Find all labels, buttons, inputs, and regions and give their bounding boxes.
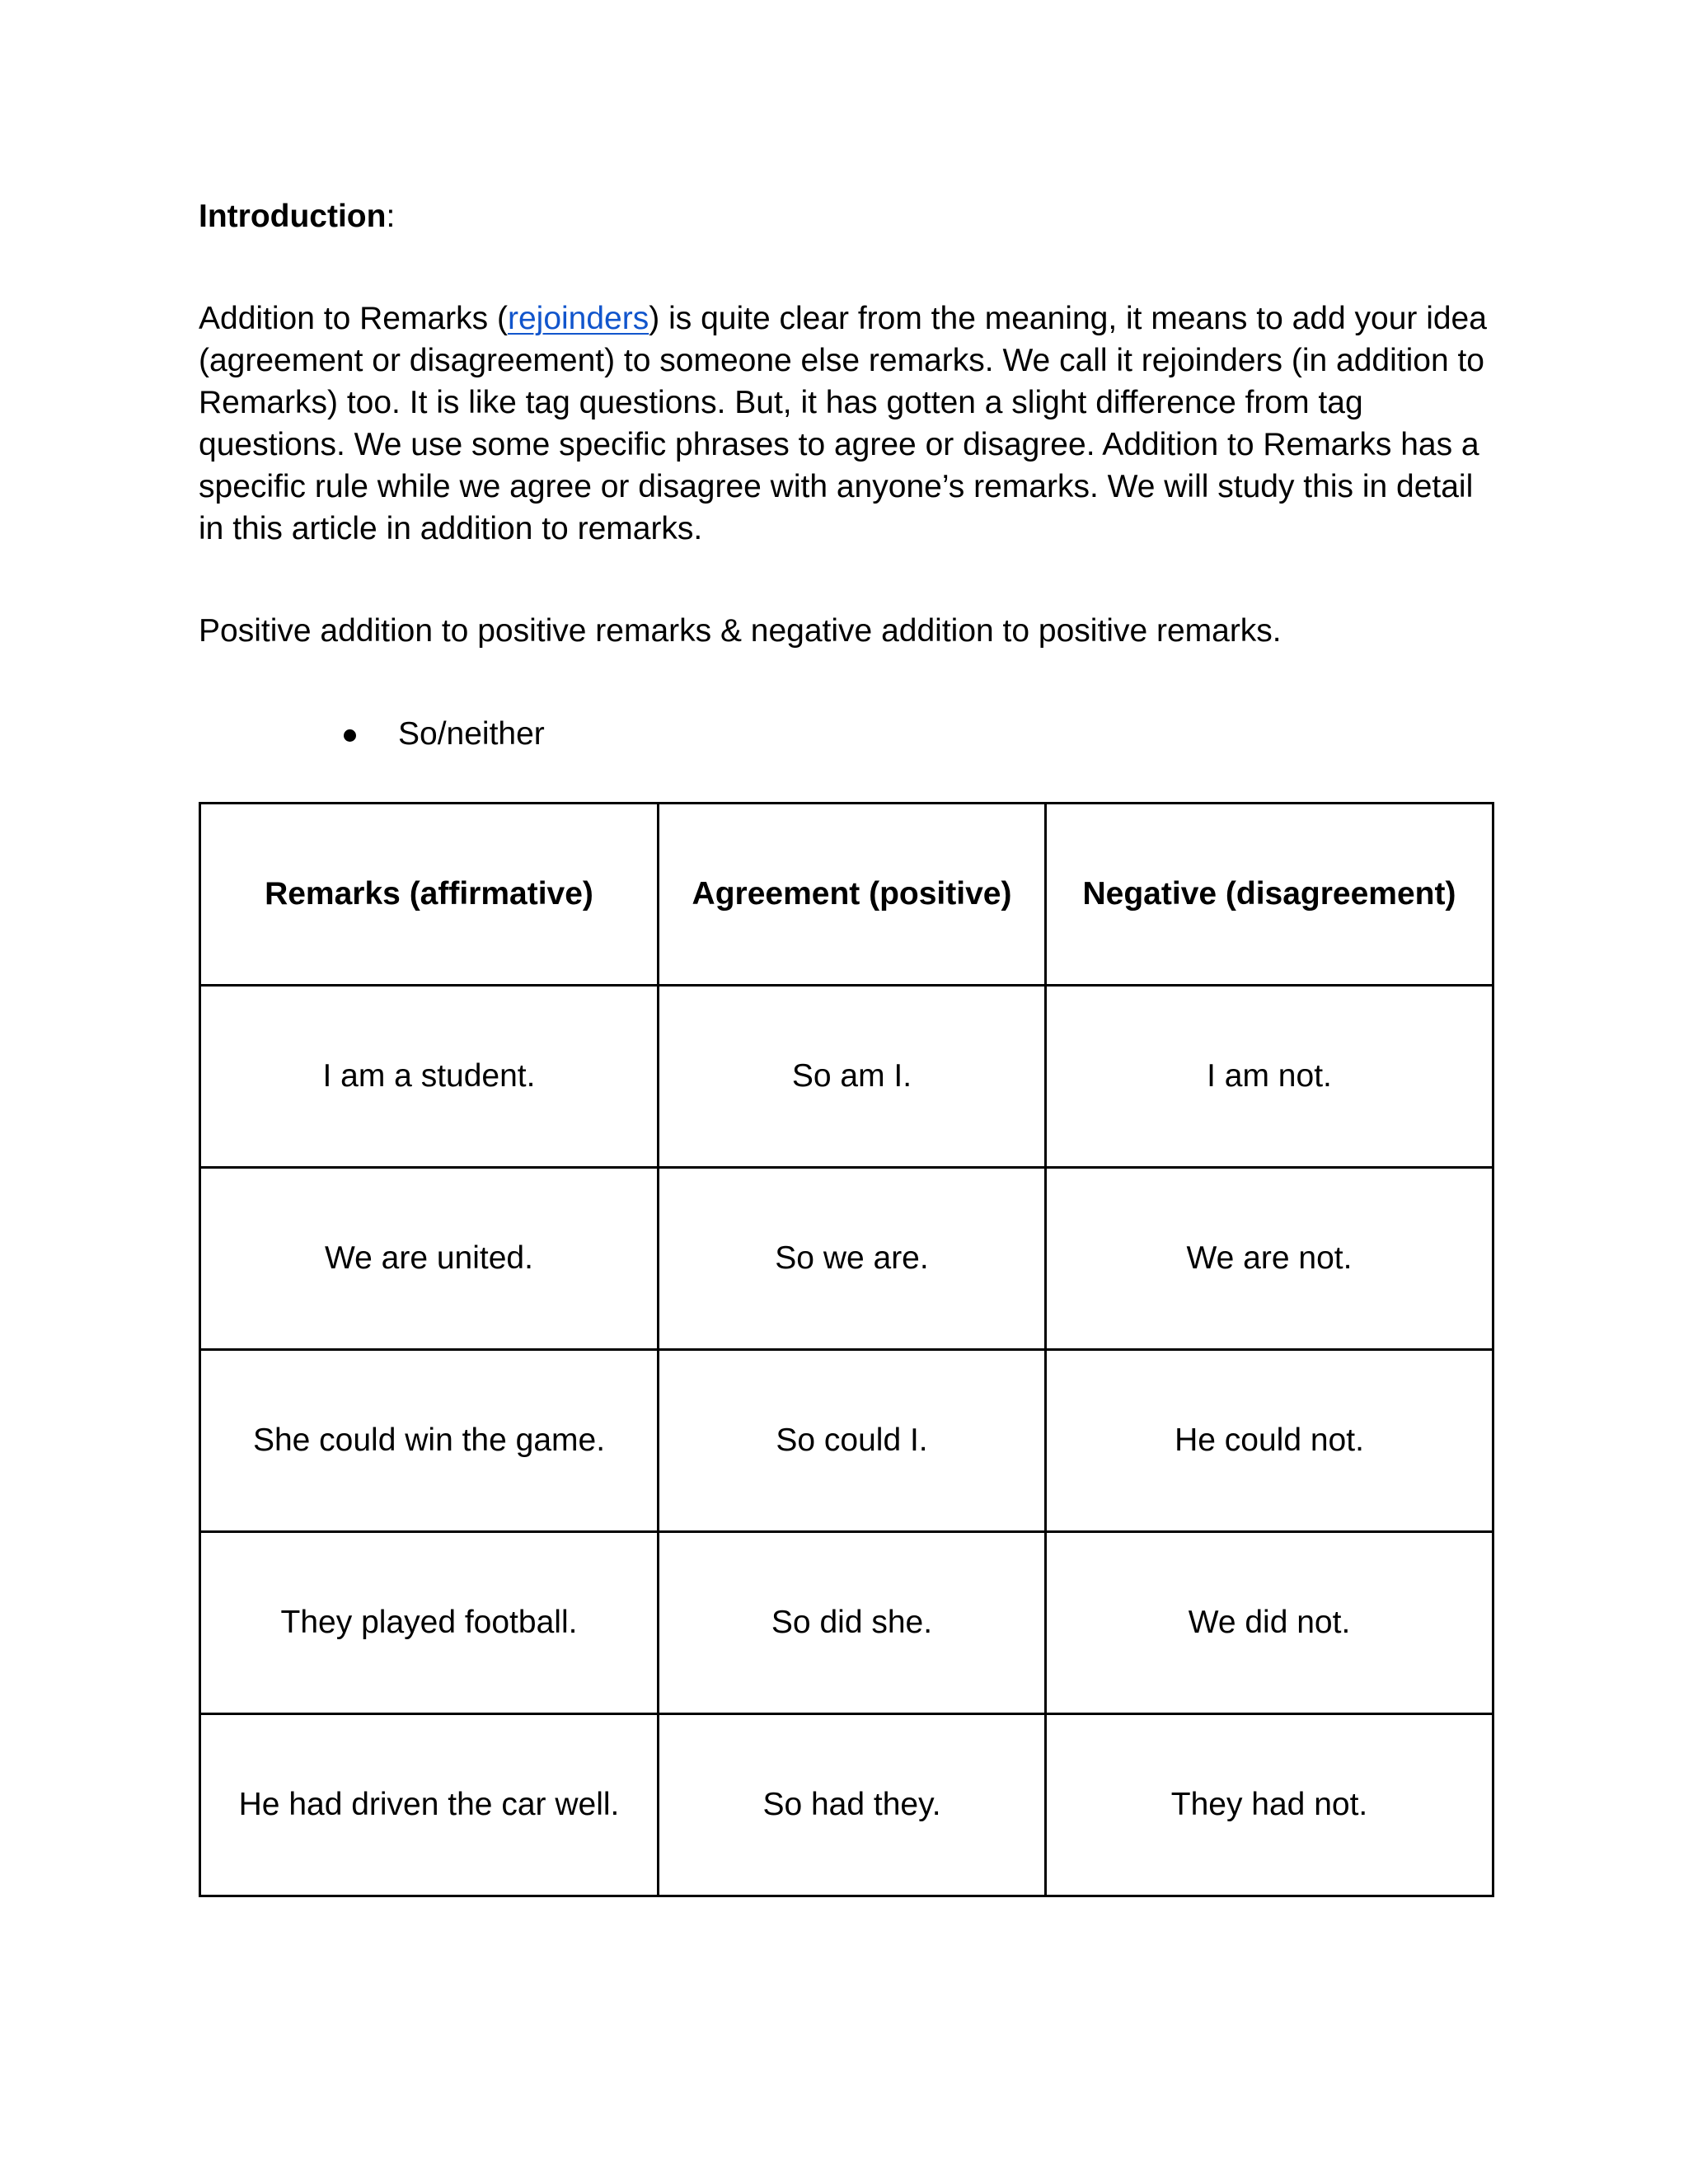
intro-text-after-link: ) is quite clear from the meaning, it means to add your idea (agreement or disagreement) to someone else remarks. We call it rejoinders (in addition to Remarks) too. It is like tag questions. But, it has gotten a slight difference from tag questions. We use some specific phrases to agree or disagree. Addition to Remarks has a specific rule while we agree or disagree with anyone’s remarks. We will study this in detail in this article in addition to remarks. bbox=[199, 301, 1487, 546]
table-row bbox=[200, 1532, 1493, 1714]
positive-addition-paragraph: Positive addition to positive remarks & negative addition to positive remarks. bbox=[199, 613, 1282, 649]
heading-colon: : bbox=[386, 199, 396, 234]
cell-agreement: So am I. bbox=[659, 986, 1046, 1168]
cell-agreement: So we are. bbox=[659, 1168, 1046, 1350]
section-heading bbox=[199, 196, 395, 237]
rejoinders-link[interactable]: rejoinders bbox=[507, 301, 649, 336]
cell-remark: I am a student. bbox=[200, 986, 659, 1168]
rejoinder-table bbox=[199, 802, 1494, 1897]
cell-remark: He had driven the car well. bbox=[200, 1714, 659, 1896]
cell-remark: They played football. bbox=[200, 1532, 659, 1714]
cell-remark: We are united. bbox=[200, 1168, 659, 1350]
table-header-row bbox=[200, 804, 1493, 986]
table-row bbox=[200, 1714, 1493, 1896]
header-agreement: Agreement (positive) bbox=[659, 804, 1046, 986]
cell-agreement: So did she. bbox=[659, 1532, 1046, 1714]
cell-negative: We did not. bbox=[1046, 1532, 1493, 1714]
table-row bbox=[200, 986, 1493, 1168]
bullet-list bbox=[344, 714, 545, 755]
cell-agreement: So had they. bbox=[659, 1714, 1046, 1896]
cell-negative: We are not. bbox=[1046, 1168, 1493, 1350]
bullet-item bbox=[344, 714, 545, 755]
cell-agreement: So could I. bbox=[659, 1350, 1046, 1532]
cell-remark: She could win the game. bbox=[200, 1350, 659, 1532]
header-remarks: Remarks (affirmative) bbox=[200, 804, 659, 986]
intro-text-before-link: Addition to Remarks ( bbox=[199, 301, 508, 336]
cell-negative: They had not. bbox=[1046, 1714, 1493, 1896]
table-row bbox=[200, 1350, 1493, 1532]
table-row bbox=[200, 1168, 1493, 1350]
header-negative: Negative (disagreement) bbox=[1046, 804, 1493, 986]
bullet-dot-icon bbox=[344, 729, 356, 742]
cell-negative: He could not. bbox=[1046, 1350, 1493, 1532]
intro-paragraph bbox=[199, 298, 1501, 550]
cell-negative: I am not. bbox=[1046, 986, 1493, 1168]
bullet-item-text: So/neither bbox=[398, 716, 545, 752]
heading-bold-text: Introduction bbox=[199, 199, 387, 234]
